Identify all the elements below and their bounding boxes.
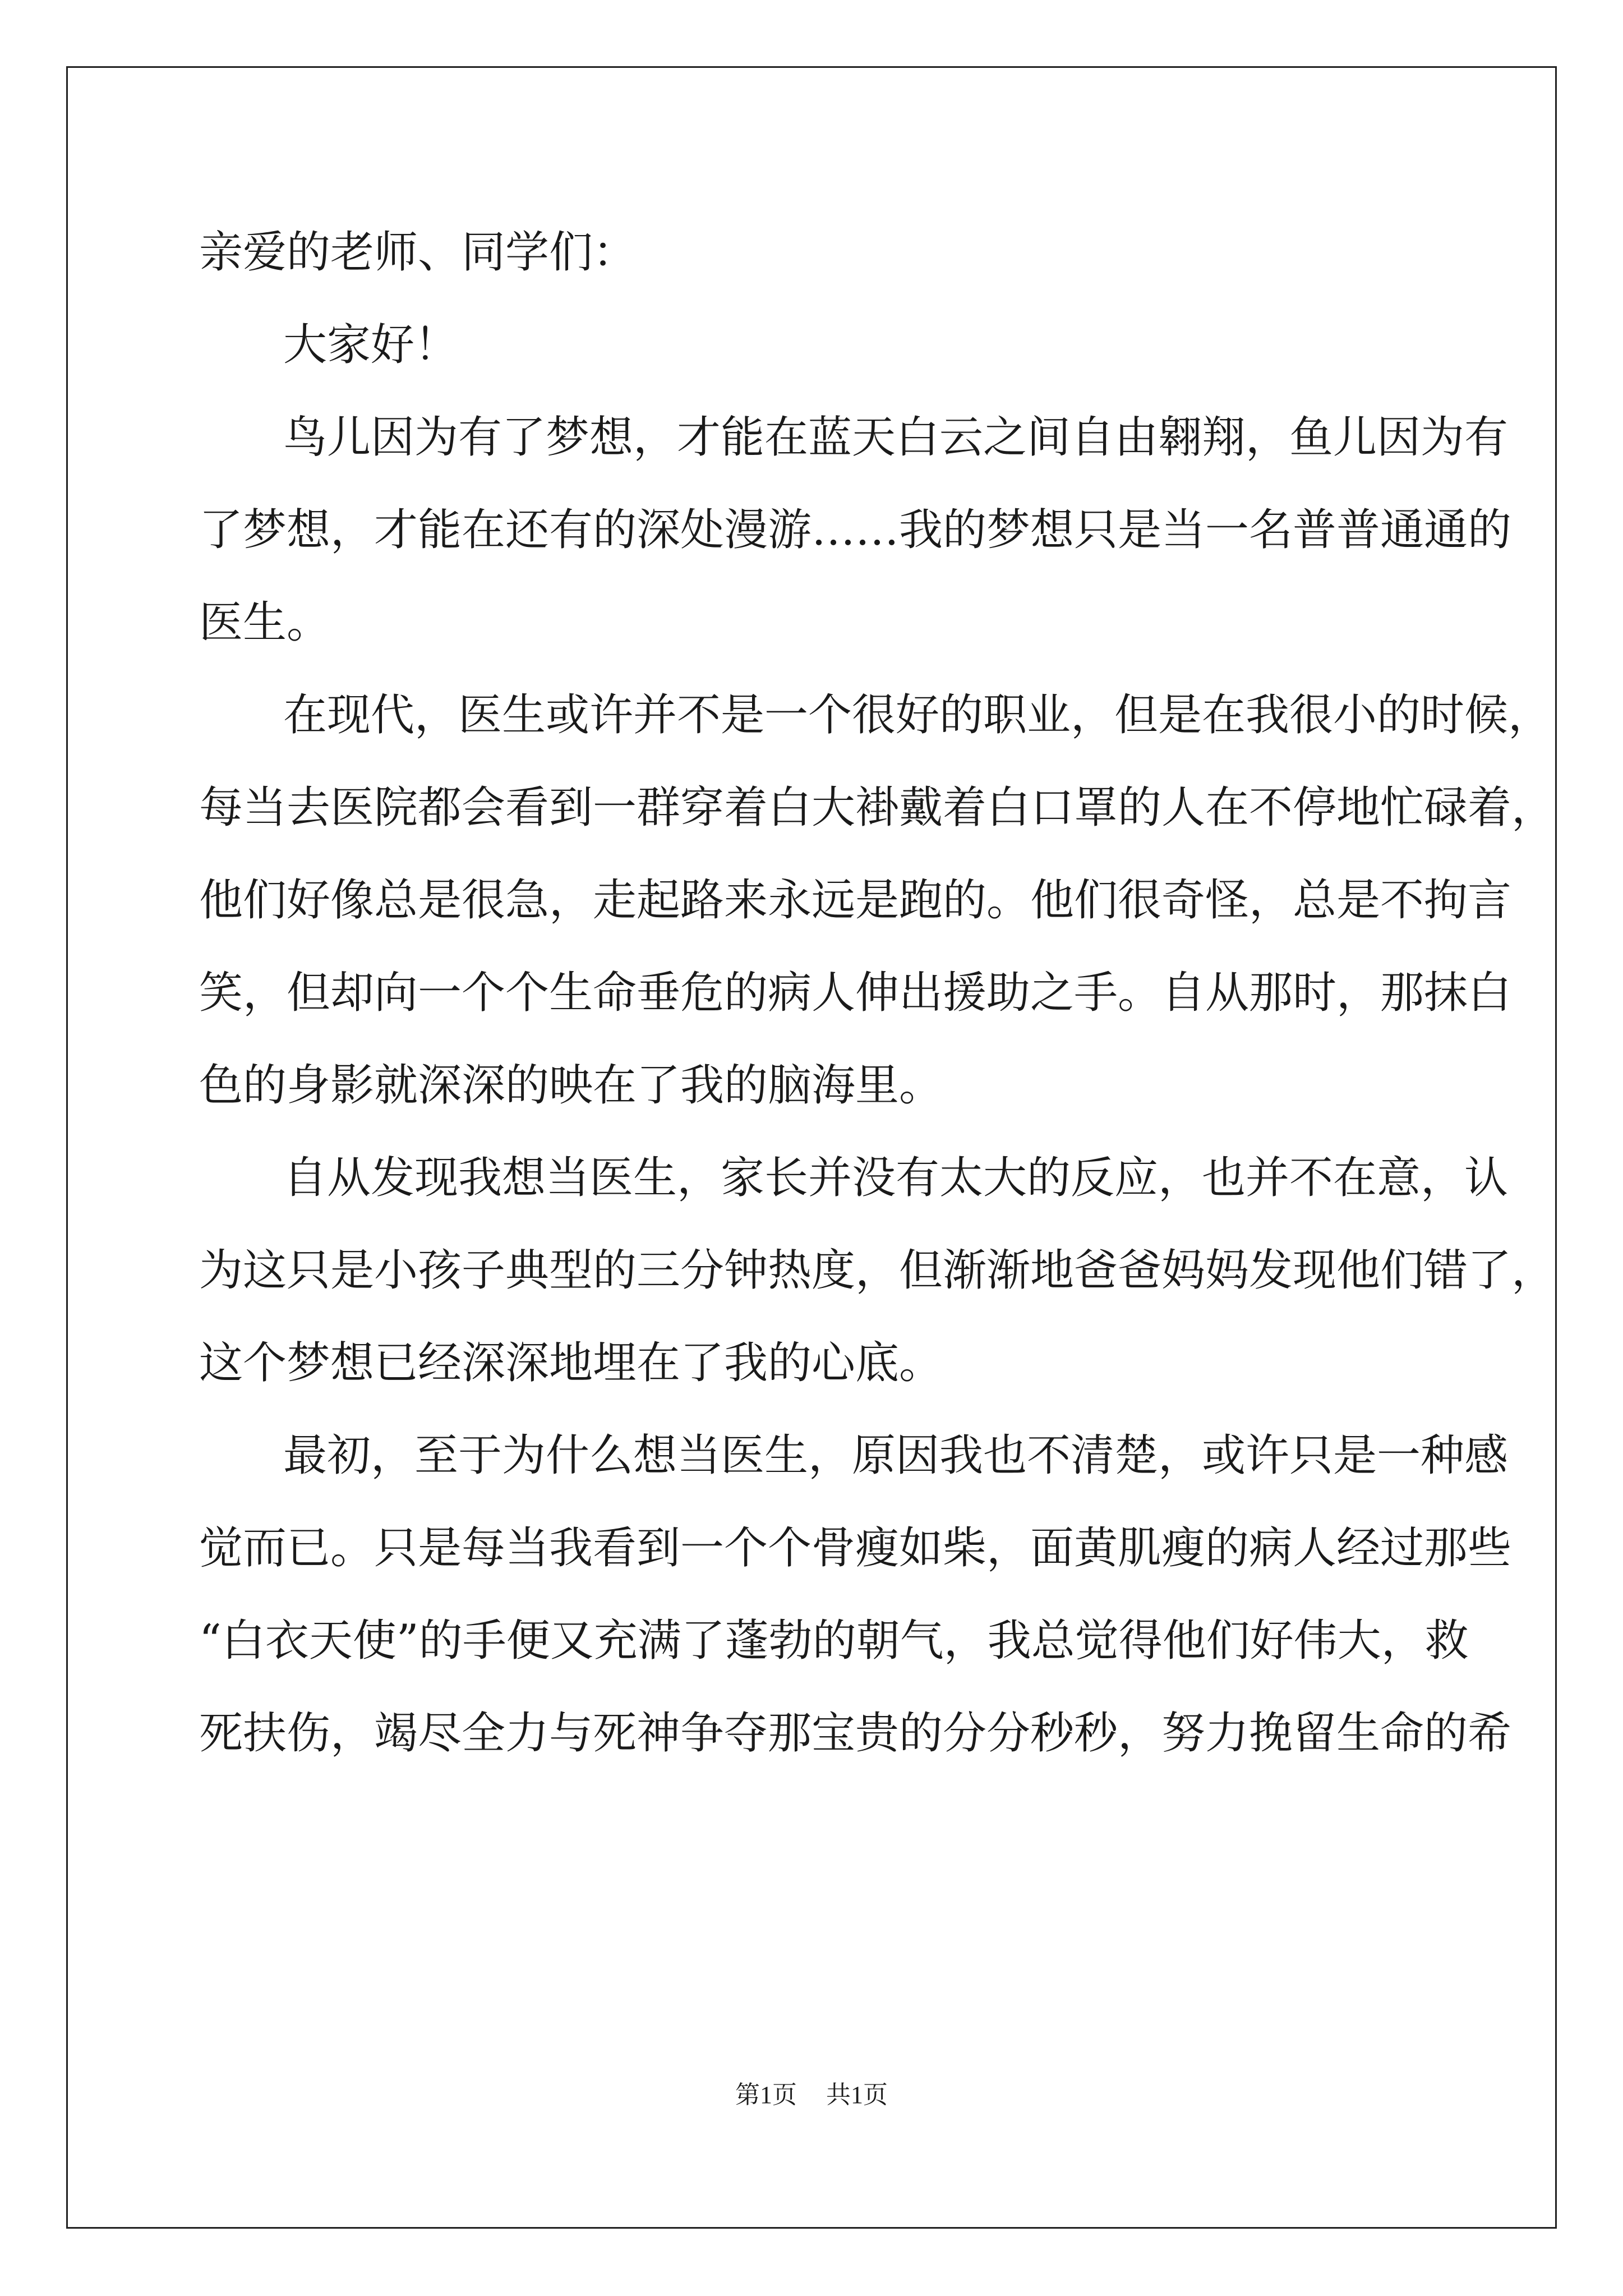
paragraph-line: 这个梦想已经深深地埋在了我的心底。 <box>199 1338 943 1388</box>
page-footer <box>0 2074 1623 2110</box>
paragraph-line: 最初，至于为什么想当医生，原因我也不清楚，或许只是一种感 <box>283 1430 1509 1481</box>
salutation-line: 亲爱的老师、同学们： <box>199 227 637 278</box>
paragraph-line: 色的身影就深深的映在了我的脑海里。 <box>199 1060 943 1111</box>
document-body <box>199 219 1556 1792</box>
paragraph-line: 他们好像总是很急，走起路来永远是跑的。他们很奇怪，总是不拘言 <box>199 875 1512 926</box>
paragraph-line: “白衣天使”的手便又充满了蓬勃的朝气，我总觉得他们好伟大，救 <box>199 1616 1469 1666</box>
paragraph-line: 鸟儿因为有了梦想，才能在蓝天白云之间自由翱翔，鱼儿因为有 <box>283 412 1509 463</box>
paragraph-line: 了梦想，才能在还有的深处漫游……我的梦想只是当一名普普通通的 <box>199 505 1512 555</box>
paragraph-line: 觉而已。只是每当我看到一个个骨瘦如柴，面黄肌瘦的病人经过那些 <box>199 1523 1512 1573</box>
paragraph-line: 为这只是小孩子典型的三分钟热度，但渐渐地爸爸妈妈发现他们错了， <box>199 1245 1556 1296</box>
paragraph-line: 笑，但却向一个个生命垂危的病人伸出援助之手。自从那时，那抹白 <box>199 968 1512 1018</box>
page-total: 共1页 <box>826 2081 888 2109</box>
paragraph-line: 自从发现我想当医生，家长并没有太大的反应，也并不在意，认 <box>283 1153 1509 1203</box>
paragraph-line: 每当去医院都会看到一群穿着白大褂戴着白口罩的人在不停地忙碌着， <box>199 783 1556 833</box>
paragraph-line: 在现代，医生或许并不是一个很好的职业，但是在我很小的时候， <box>283 690 1552 740</box>
greeting-line: 大家好！ <box>283 320 459 370</box>
paragraph-line: 医生。 <box>199 597 331 648</box>
paragraph-line: 死扶伤，竭尽全力与死神争夺那宝贵的分分秒秒，努力挽留生命的希 <box>199 1708 1512 1759</box>
page-number: 第1页 <box>735 2081 797 2109</box>
